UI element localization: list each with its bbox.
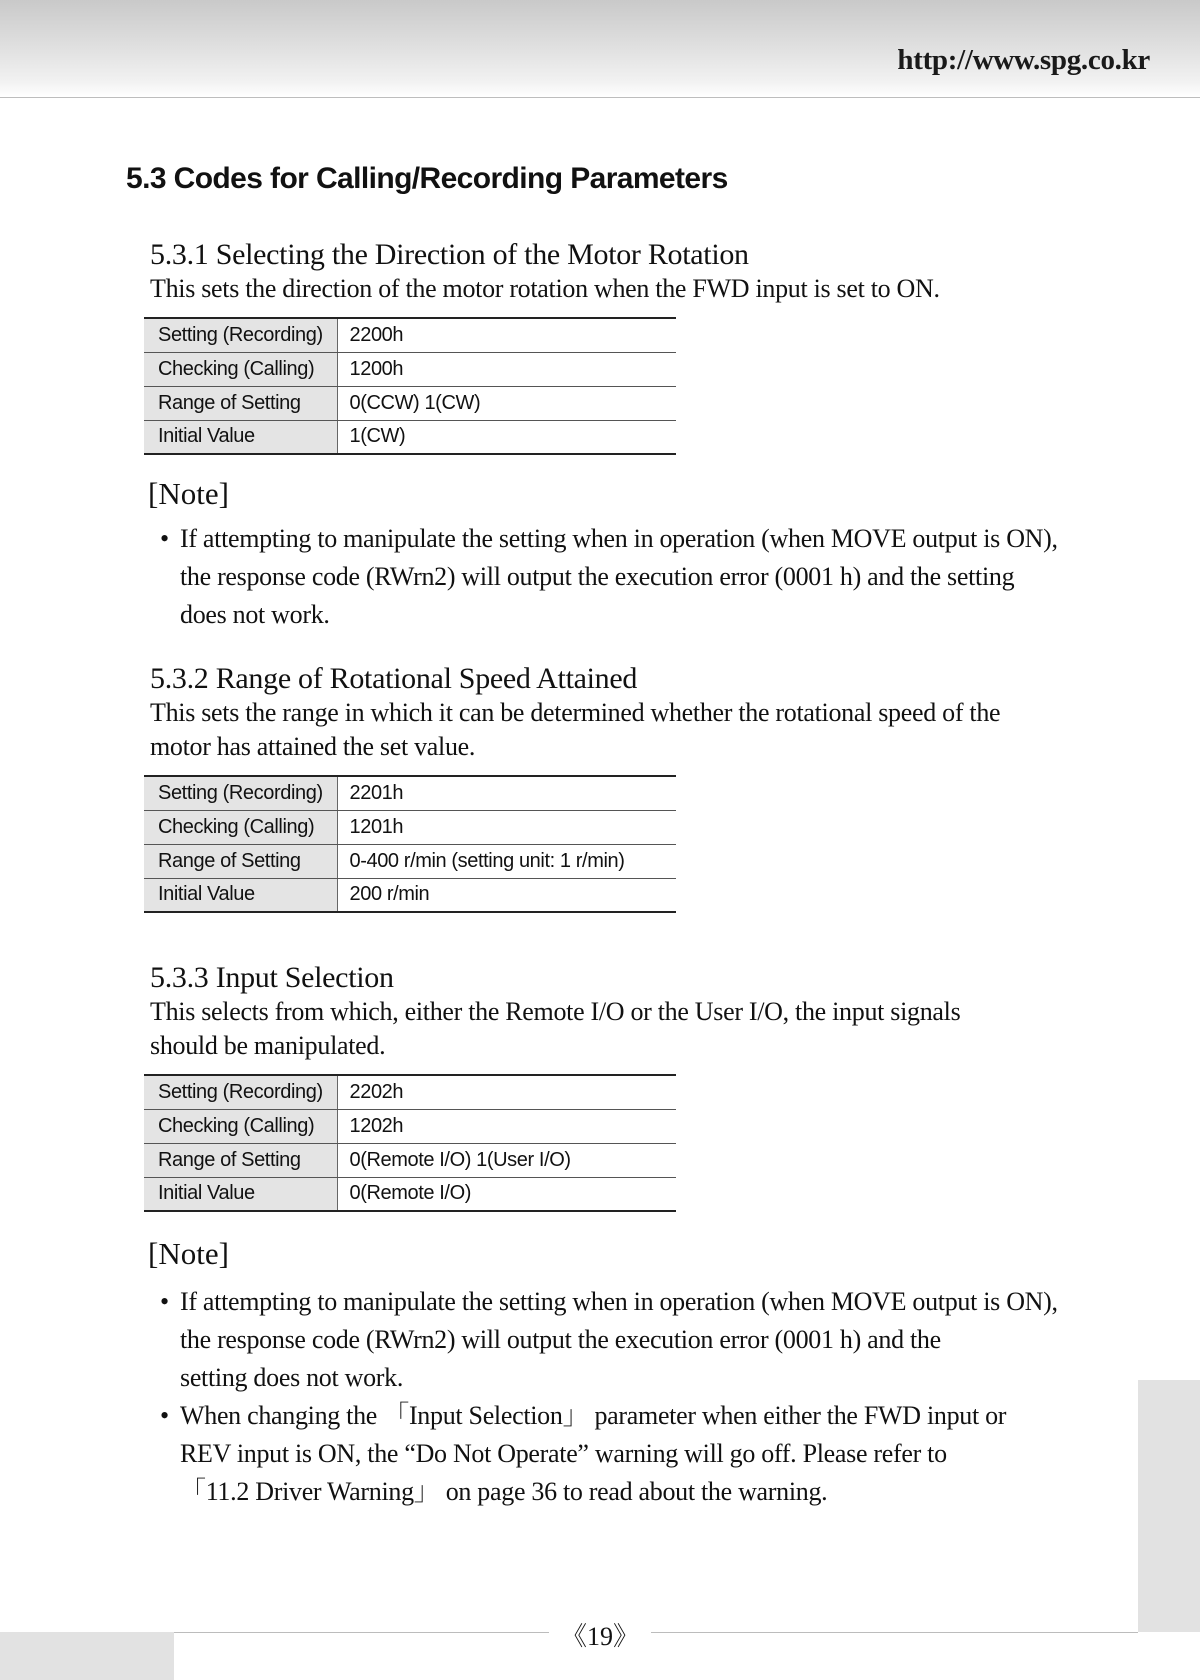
param-value: 2201h: [337, 776, 676, 810]
param-key: Checking (Calling): [144, 352, 337, 386]
subsection-desc: motor has attained the set value.: [150, 732, 476, 761]
table-row: [144, 318, 676, 352]
param-key: Range of Setting: [144, 844, 337, 878]
subsection-desc: This sets the direction of the motor rotation when the FWD input is set to ON.: [150, 274, 940, 303]
param-key: Initial Value: [144, 1177, 337, 1211]
table-row: [144, 386, 676, 420]
param-key: Range of Setting: [144, 1143, 337, 1177]
list-item: [160, 520, 1150, 634]
bullet: •: [160, 1287, 169, 1316]
param-key: Checking (Calling): [144, 810, 337, 844]
param-value: 2200h: [337, 318, 676, 352]
note-line: When changing the 「Input Selection」 parameter when either the FWD input or: [180, 1401, 1007, 1430]
param-value: 1(CW): [349, 425, 406, 448]
param-value: 0(Remote I/O) 1(User I/O): [337, 1143, 676, 1177]
param-key: Initial Value: [144, 420, 337, 454]
list-item: [160, 1397, 1150, 1511]
table-row: [144, 1075, 676, 1109]
note-list: [160, 520, 1150, 634]
param-value: 0(Remote I/O): [349, 1182, 471, 1205]
page-number: [0, 1616, 1200, 1653]
param-key: Setting (Recording): [144, 318, 337, 352]
param-table-5-3-3: [144, 1074, 676, 1212]
param-value: 0(CCW) 1(CW): [337, 386, 676, 420]
param-value: 0-400 r/min (setting unit: 1 r/min): [337, 844, 676, 878]
subsection-title: 5.3.2 Range of Rotational Speed Attained: [150, 662, 638, 695]
subsection-title: 5.3.3 Input Selection: [150, 961, 394, 994]
note-line: 「11.2 Driver Warning」 on page 36 to read about the warning.: [180, 1477, 828, 1506]
note-line: If attempting to manipulate the setting when in operation (when MOVE output is ON),: [180, 1287, 1058, 1316]
param-value: 1201h: [337, 810, 676, 844]
subsection-desc: should be manipulated.: [150, 1031, 386, 1060]
note-line: the response code (RWrn2) will output the execution error (0001 h) and the: [180, 1325, 941, 1354]
site-url: http://www.spg.co.kr: [897, 44, 1150, 76]
note-line: setting does not work.: [180, 1363, 404, 1392]
note-title: [Note]: [148, 476, 229, 511]
bullet: •: [160, 524, 169, 553]
note-line: REV input is ON, the “Do Not Operate” warning will go off. Please refer to: [180, 1439, 947, 1468]
table-row: [144, 810, 676, 844]
page-number-label: 《19》: [549, 1622, 651, 1651]
subsection-desc: This sets the range in which it can be determined whether the rotational speed of the: [150, 698, 1001, 727]
param-key: Initial Value: [144, 878, 337, 912]
param-table-5-3-2: [144, 775, 676, 913]
param-value: 200 r/min: [349, 883, 430, 906]
bullet: •: [160, 1401, 169, 1430]
param-key: Range of Setting: [144, 386, 337, 420]
table-row: [144, 878, 676, 912]
table-row: [144, 776, 676, 810]
header-band: [0, 0, 1200, 98]
table-row: [144, 1177, 676, 1211]
note-list: [160, 1283, 1150, 1511]
list-item: [160, 1283, 1150, 1397]
param-table-5-3-1: [144, 317, 676, 455]
note-line: the response code (RWrn2) will output the execution error (0001 h) and the setting: [180, 562, 1015, 591]
table-row: [144, 844, 676, 878]
table-row: [144, 420, 676, 454]
subsection-5-3-1: [150, 238, 1150, 306]
table-row: [144, 1143, 676, 1177]
param-key: Setting (Recording): [144, 776, 337, 810]
subsection-5-3-3: [150, 961, 1150, 1063]
param-value: 2202h: [337, 1075, 676, 1109]
table-row: [144, 1109, 676, 1143]
table-row: [144, 352, 676, 386]
param-key: Checking (Calling): [144, 1109, 337, 1143]
param-key: Setting (Recording): [144, 1075, 337, 1109]
subsection-desc: This selects from which, either the Remote I/O or the User I/O, the input signals: [150, 997, 961, 1026]
note-line: does not work.: [180, 600, 330, 629]
param-value: 1200h: [337, 352, 676, 386]
section-title: 5.3 Codes for Calling/Recording Parameters: [126, 162, 728, 195]
subsection-5-3-2: [150, 662, 1150, 764]
subsection-title: 5.3.1 Selecting the Direction of the Motor Rotation: [150, 238, 749, 271]
note-title: [Note]: [148, 1236, 229, 1271]
note-line: If attempting to manipulate the setting when in operation (when MOVE output is ON),: [180, 524, 1058, 553]
side-tab: [1138, 1380, 1200, 1632]
param-value: 1202h: [337, 1109, 676, 1143]
